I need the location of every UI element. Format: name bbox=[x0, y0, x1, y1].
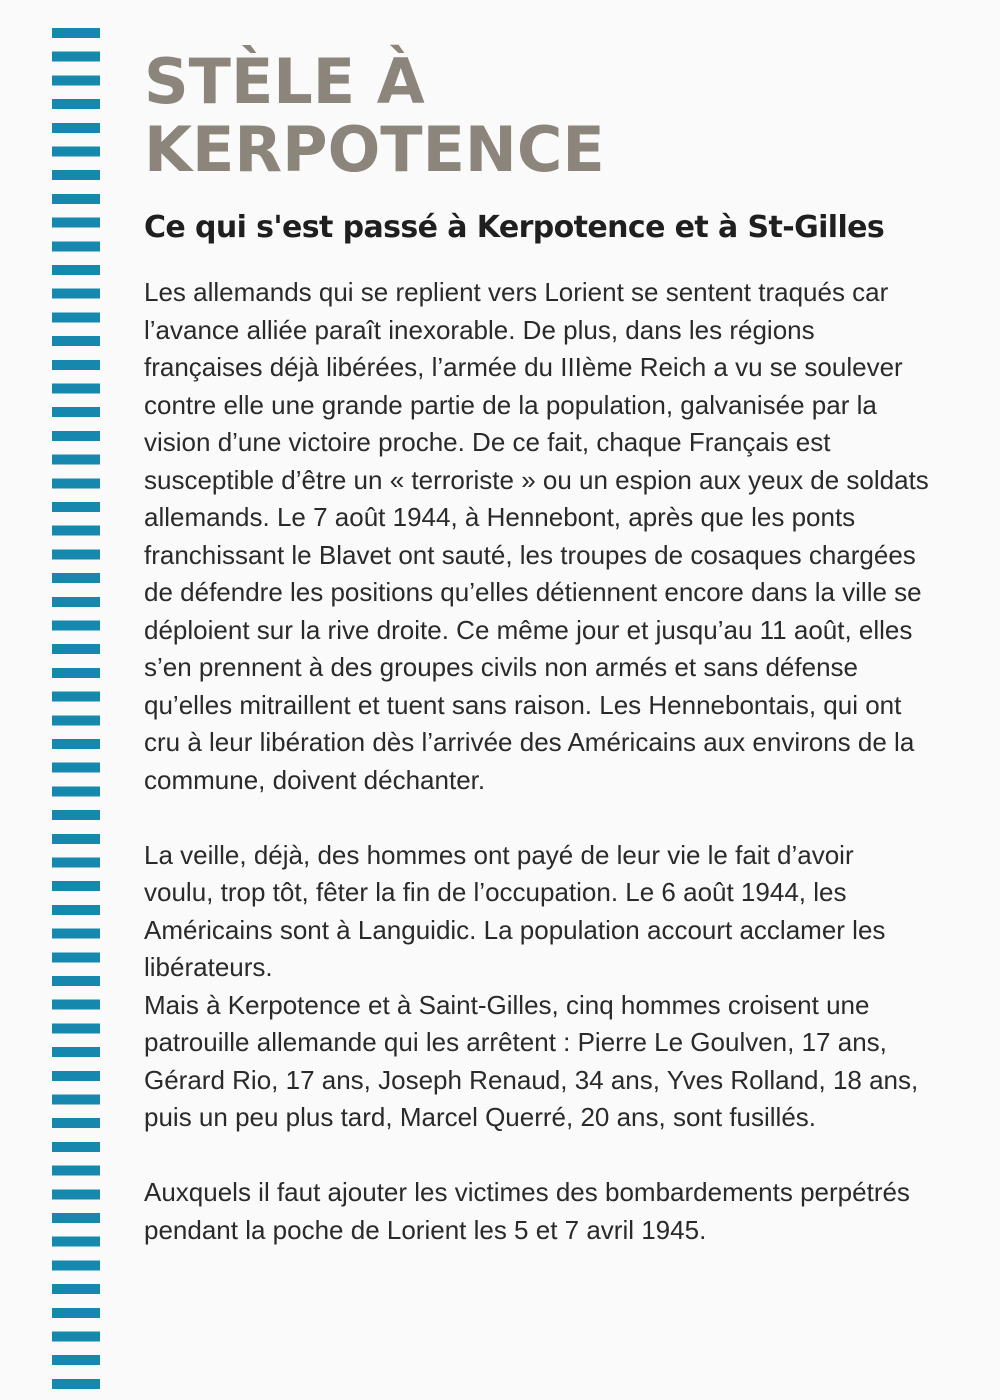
paragraph-3: Mais à Kerpotence et à Saint-Gilles, cinq hommes croisent une patrouille allemande qui les arrêtent : Pierre Le Goulven, 17 ans, Gérard Rio, 17 ans, Joseph Renaud, 34 ans, Yves Rolland, 18 ans, puis un peu plus tard, Marcel Querré, 20 ans, sont fusillés. bbox=[144, 989, 919, 1132]
paragraph-2: La veille, déjà, des hommes ont payé de leur vie le fait d’avoir voulu, trop tôt, fêter la fin de l’occupation. Le 6 août 1944, les Américains sont à Languidic. La population accourt acclamer les libérateurs. bbox=[144, 839, 886, 982]
paragraph-spacer bbox=[144, 1137, 929, 1175]
decorative-stripe-bar bbox=[52, 28, 100, 1400]
page-title-line-2: KERPOTENCE bbox=[144, 113, 605, 186]
paragraph-spacer bbox=[144, 799, 929, 837]
section-subtitle: Ce qui s'est passé à Kerpotence et à St-Gilles bbox=[144, 210, 885, 245]
page-title-line-1: STÈLE À bbox=[144, 45, 425, 118]
page-title bbox=[144, 45, 929, 186]
paragraph-4: Auxquels il faut ajouter les victimes des bombardements perpétrés pendant la poche de Lorient les 5 et 7 avril 1945. bbox=[144, 1177, 910, 1245]
content bbox=[144, 45, 929, 1249]
article-body bbox=[144, 274, 929, 1249]
paragraph-1: Les allemands qui se replient vers Lorient se sentent traqués car l’avance alliée paraît inexorable. De plus, dans les régions françaises déjà libérées, l’armée du IIIème Reich a vu se soulever contre elle une grande partie de la population, galvanisée par la vision d’une victoire proche. De ce fait, chaque Français est susceptible d’être un « terroriste » ou un espion aux yeux de soldats allemands. Le 7 août 1944, à Hennebont, après que les ponts franchissant le Blavet ont sauté, les troupes de cosaques chargées de défendre les positions qu’elles détiennent encore dans la ville se déploient sur la rive droite. Ce même jour et jusqu’au 11 août, elles s’en prennent à des groupes civils non armés et sans défense qu’elles mitraillent et tuent sans raison. Les Hennebontais, qui ont cru à leur libération dès l’arrivée des Américains aux environs de la commune, doivent déchanter. bbox=[144, 277, 929, 795]
